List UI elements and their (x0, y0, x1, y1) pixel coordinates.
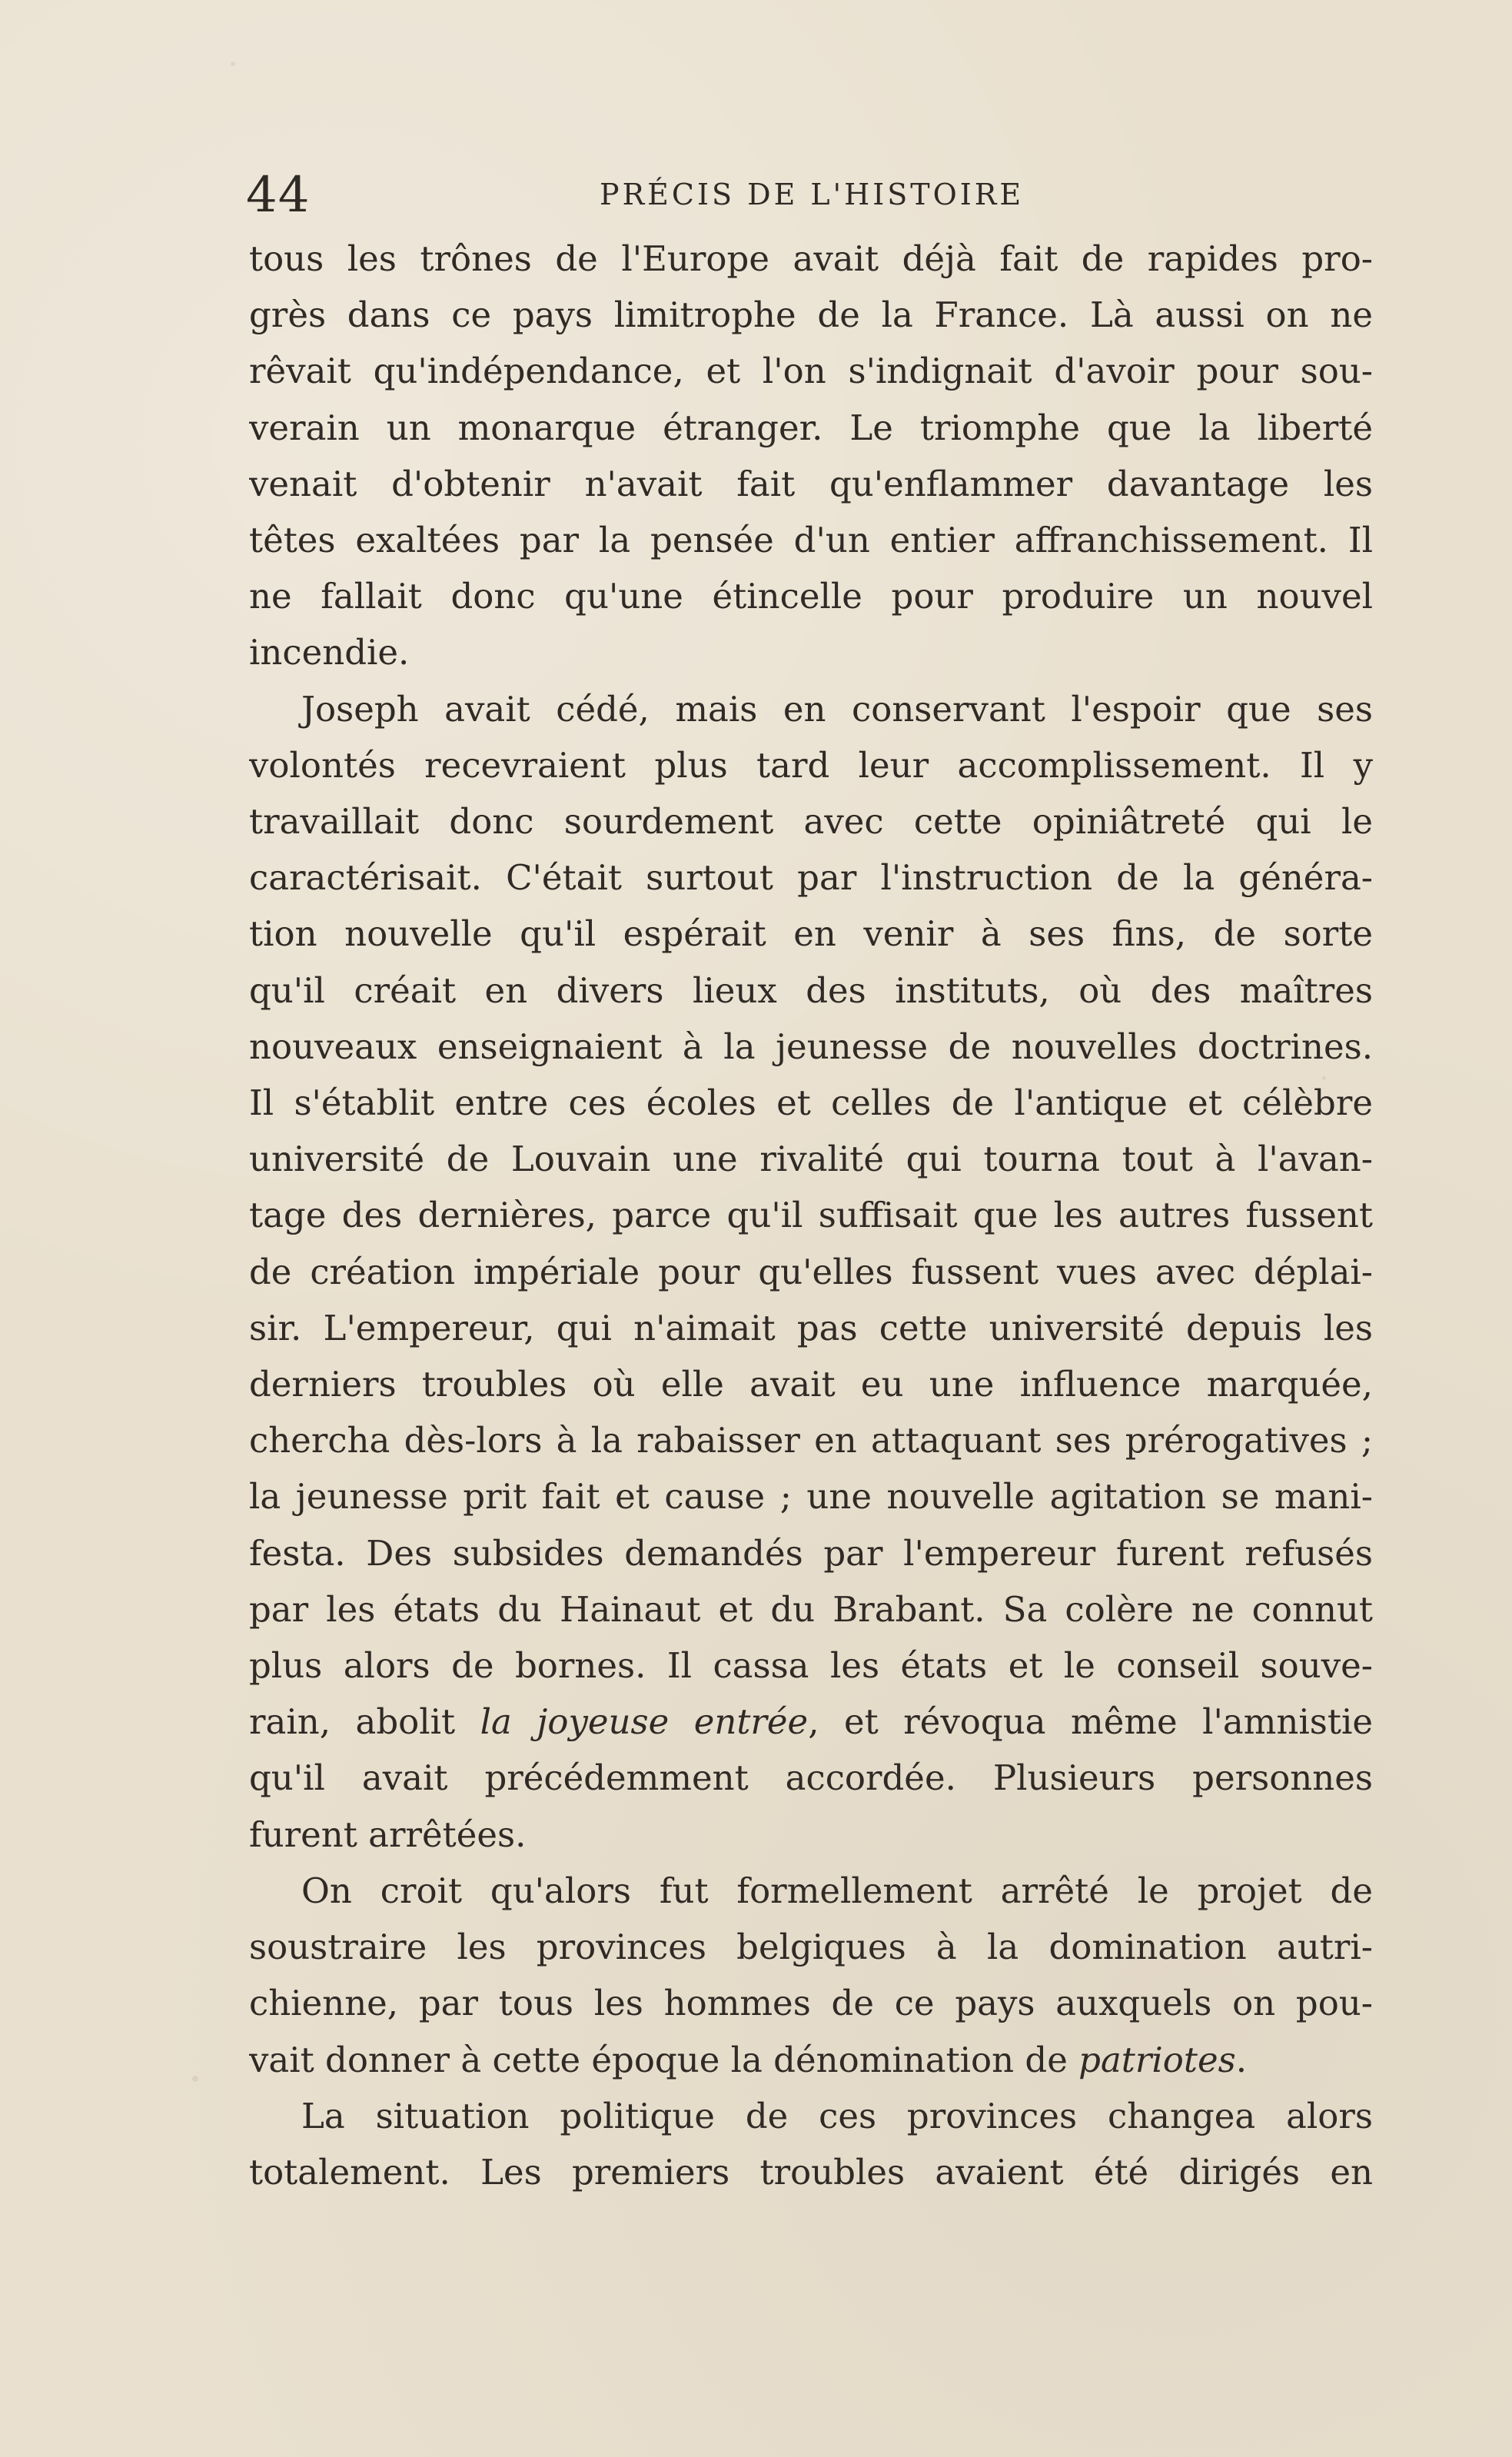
text-line: tage des dernières, parce qu'il suffisait que les autres fussent (249, 1195, 1373, 1236)
text-run: , et révoqua même l'amnistie (808, 1701, 1373, 1743)
text-line: incendie. (249, 632, 410, 673)
text-line: verain un monarque étranger. Le triomphe que la liberté (249, 407, 1373, 448)
text-line: grès dans ce pays limitrophe de la France. Là aussi on ne (249, 294, 1373, 336)
running-title: PRÉCIS DE L'HISTOIRE (600, 178, 1025, 211)
text-line: chercha dès-lors à la rabaisser en attaquant ses prérogatives ; (249, 1420, 1373, 1461)
text-line: sir. L'empereur, qui n'aimait pas cette université depuis les (249, 1307, 1373, 1348)
text-line: qu'il créait en divers lieux des instituts, où des maîtres (249, 969, 1373, 1011)
text-line: Il s'établit entre ces écoles et celles de l'antique et célèbre (249, 1082, 1373, 1124)
text-line: qu'il avait précédemment accordée. Plusieurs personnes (249, 1757, 1373, 1799)
text-line: derniers troubles où elle avait eu une influence marquée, (249, 1364, 1373, 1405)
text-line: Joseph avait cédé, mais en conservant l'espoir que ses (301, 688, 1373, 730)
text-run: rain, abolit (249, 1701, 480, 1743)
text-line: tous les trônes de l'Europe avait déjà fait de rapides pro- (249, 238, 1373, 279)
text-line: rêvait qu'indépendance, et l'on s'indignait d'avoir pour sou- (249, 351, 1373, 392)
text-line: soustraire les provinces belgiques à la domination autri- (249, 1927, 1373, 1968)
text-line: par les états du Hainaut et du Brabant. Sa colère ne connut (249, 1588, 1373, 1630)
text-line: venait d'obtenir n'avait fait qu'enflammer davantage les (249, 463, 1373, 504)
italic-phrase: patriotes (1078, 2039, 1236, 2080)
text-line: volontés recevraient plus tard leur accomplissement. Il y (249, 744, 1373, 786)
italic-phrase: la joyeuse entrée (480, 1701, 809, 1743)
text-line: furent arrêtées. (249, 1814, 527, 1855)
body-text (249, 231, 1373, 2200)
paper-spot (192, 2076, 198, 2082)
text-line: ne fallait donc qu'une étincelle pour produire un nouvel (249, 576, 1373, 617)
text-line-with-italic (249, 1694, 1373, 1750)
text-line: la jeunesse prit fait et cause ; une nouvelle agitation se mani- (249, 1476, 1373, 1518)
page-header (246, 167, 1368, 224)
text-line: caractérisait. C'était surtout par l'instruction de la généra- (249, 857, 1373, 899)
text-line-with-italic (249, 2032, 1373, 2088)
text-line: de création impériale pour qu'elles fussent vues avec déplai- (249, 1251, 1373, 1292)
text-run: vait donner à cette époque la dénomination de (249, 2039, 1079, 2080)
text-line: têtes exaltées par la pensée d'un entier affranchissement. Il (249, 520, 1373, 561)
text-line: nouveaux enseignaient à la jeunesse de nouvelles doctrines. (249, 1026, 1373, 1067)
text-line: chienne, par tous les hommes de ce pays auxquels on pou- (249, 1983, 1373, 2024)
text-line: travaillait donc sourdement avec cette opiniâtreté qui le (249, 801, 1373, 843)
paragraph (249, 681, 1373, 1863)
page-number: 44 (246, 167, 311, 224)
text-line: université de Louvain une rivalité qui tourna tout à l'avan- (249, 1139, 1373, 1180)
paragraph (249, 231, 1373, 681)
text-run: . (1235, 2039, 1248, 2080)
text-line: totalement. Les premiers troubles avaient été dirigés en (249, 2151, 1373, 2193)
text-line: La situation politique de ces provinces changea alors (301, 2095, 1373, 2136)
text-line: festa. Des subsides demandés par l'empereur furent refusés (249, 1532, 1373, 1574)
text-line: On croit qu'alors fut formellement arrêté le projet de (301, 1870, 1373, 1911)
paragraph (249, 1863, 1373, 2088)
text-line: tion nouvelle qu'il espérait en venir à ses fins, de sorte (249, 913, 1373, 955)
paragraph (249, 2088, 1373, 2200)
paper-spot (231, 62, 235, 66)
text-line: plus alors de bornes. Il cassa les états et le conseil souve- (249, 1645, 1373, 1687)
